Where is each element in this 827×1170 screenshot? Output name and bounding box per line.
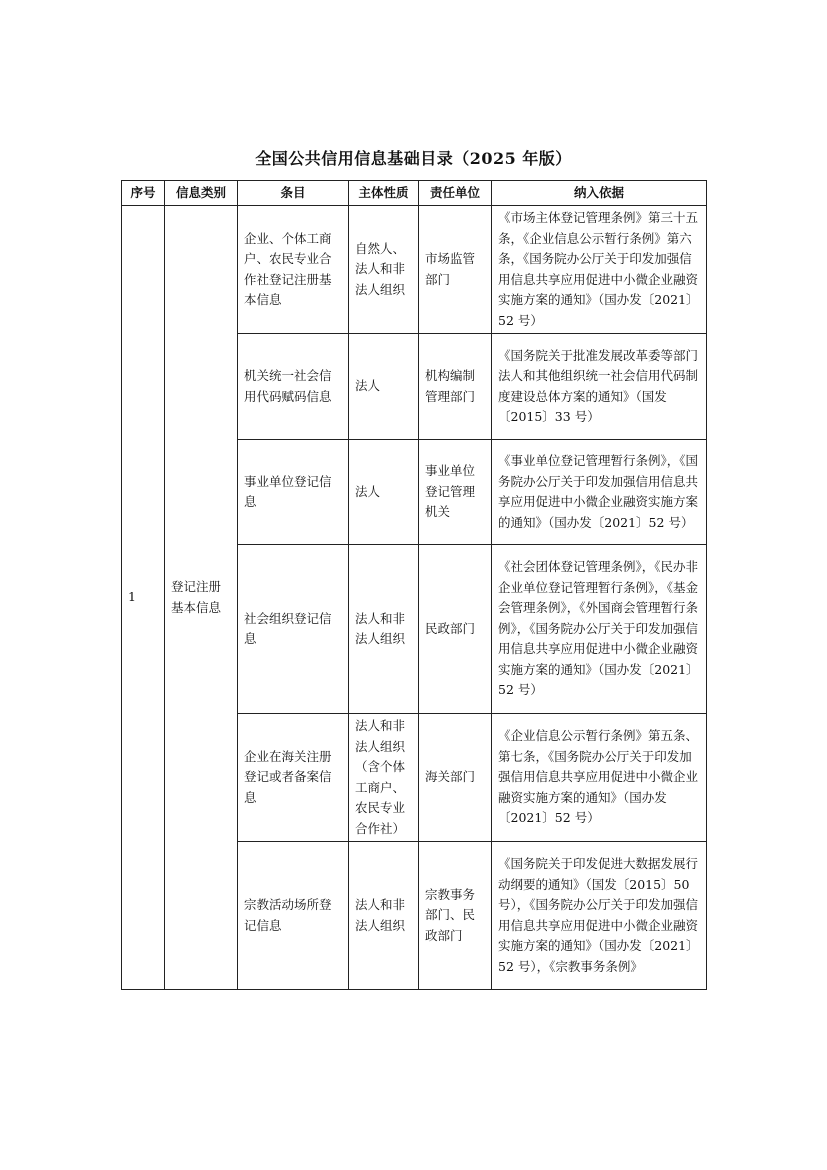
nature-cell: 法人 [349,334,419,440]
header-row [122,181,707,206]
item-cell: 企业在海关注册登记或者备案信息 [238,714,349,842]
basis-cell: 《市场主体登记管理条例》第三十五条，《企业信息公示暂行条例》第六条，《国务院办公厅关于印发加强信用信息共享应用促进中小微企业融资实施方案的通知》（国办发〔2021〕52 号） [492,206,707,334]
table-header [122,181,707,206]
nature-cell: 法人和非法人组织 [349,545,419,714]
table-row [122,206,707,334]
basis-cell: 《国务院关于批准发展改革委等部门法人和其他组织统一社会信用代码制度建设总体方案的通知》（国发〔2015〕33 号） [492,334,707,440]
header-unit: 责任单位 [419,181,492,206]
item-cell: 事业单位登记信息 [238,440,349,545]
header-item: 条目 [238,181,349,206]
document-title: 全国公共信用信息基础目录（2025 年版） [255,149,572,168]
table-body [122,206,707,990]
unit-cell: 海关部门 [419,714,492,842]
header-basis: 纳入依据 [492,181,707,206]
item-cell: 社会组织登记信息 [238,545,349,714]
header-no: 序号 [122,181,165,206]
unit-cell: 市场监管部门 [419,206,492,334]
row-number: 1 [122,206,165,990]
basis-cell: 《社会团体登记管理条例》，《民办非企业单位登记管理暂行条例》，《基金会管理条例》，《外国商会管理暂行条例》，《国务院办公厅关于印发加强信用信息共享应用促进中小微企业融资实施方案的通知》（国办发〔2021〕52 号） [492,545,707,714]
basis-cell: 《事业单位登记管理暂行条例》，《国务院办公厅关于印发加强信用信息共享应用促进中小微企业融资实施方案的通知》（国办发〔2021〕52 号） [492,440,707,545]
nature-cell: 自然人、法人和非法人组织 [349,206,419,334]
item-cell: 宗教活动场所登记信息 [238,842,349,990]
basis-cell: 《国务院关于印发促进大数据发展行动纲要的通知》（国发〔2015〕50 号），《国务院办公厅关于印发加强信用信息共享应用促进中小微企业融资实施方案的通知》（国办发〔2021〕52 号），《宗教事务条例》 [492,842,707,990]
unit-cell: 民政部门 [419,545,492,714]
unit-cell: 宗教事务部门、民政部门 [419,842,492,990]
basis-cell: 《企业信息公示暂行条例》第五条、第七条，《国务院办公厅关于印发加强信用信息共享应用促进中小微企业融资实施方案的通知》（国办发〔2021〕52 号） [492,714,707,842]
nature-cell: 法人和非法人组织 [349,842,419,990]
nature-cell: 法人和非法人组织（含个体工商户、农民专业合作社） [349,714,419,842]
catalog-table [121,180,707,990]
info-category: 登记注册基本信息 [165,206,238,990]
unit-cell: 事业单位登记管理机关 [419,440,492,545]
unit-cell: 机构编制管理部门 [419,334,492,440]
item-cell: 机关统一社会信用代码赋码信息 [238,334,349,440]
nature-cell: 法人 [349,440,419,545]
header-category: 信息类别 [165,181,238,206]
header-nature: 主体性质 [349,181,419,206]
item-cell: 企业、个体工商户、农民专业合作社登记注册基本信息 [238,206,349,334]
